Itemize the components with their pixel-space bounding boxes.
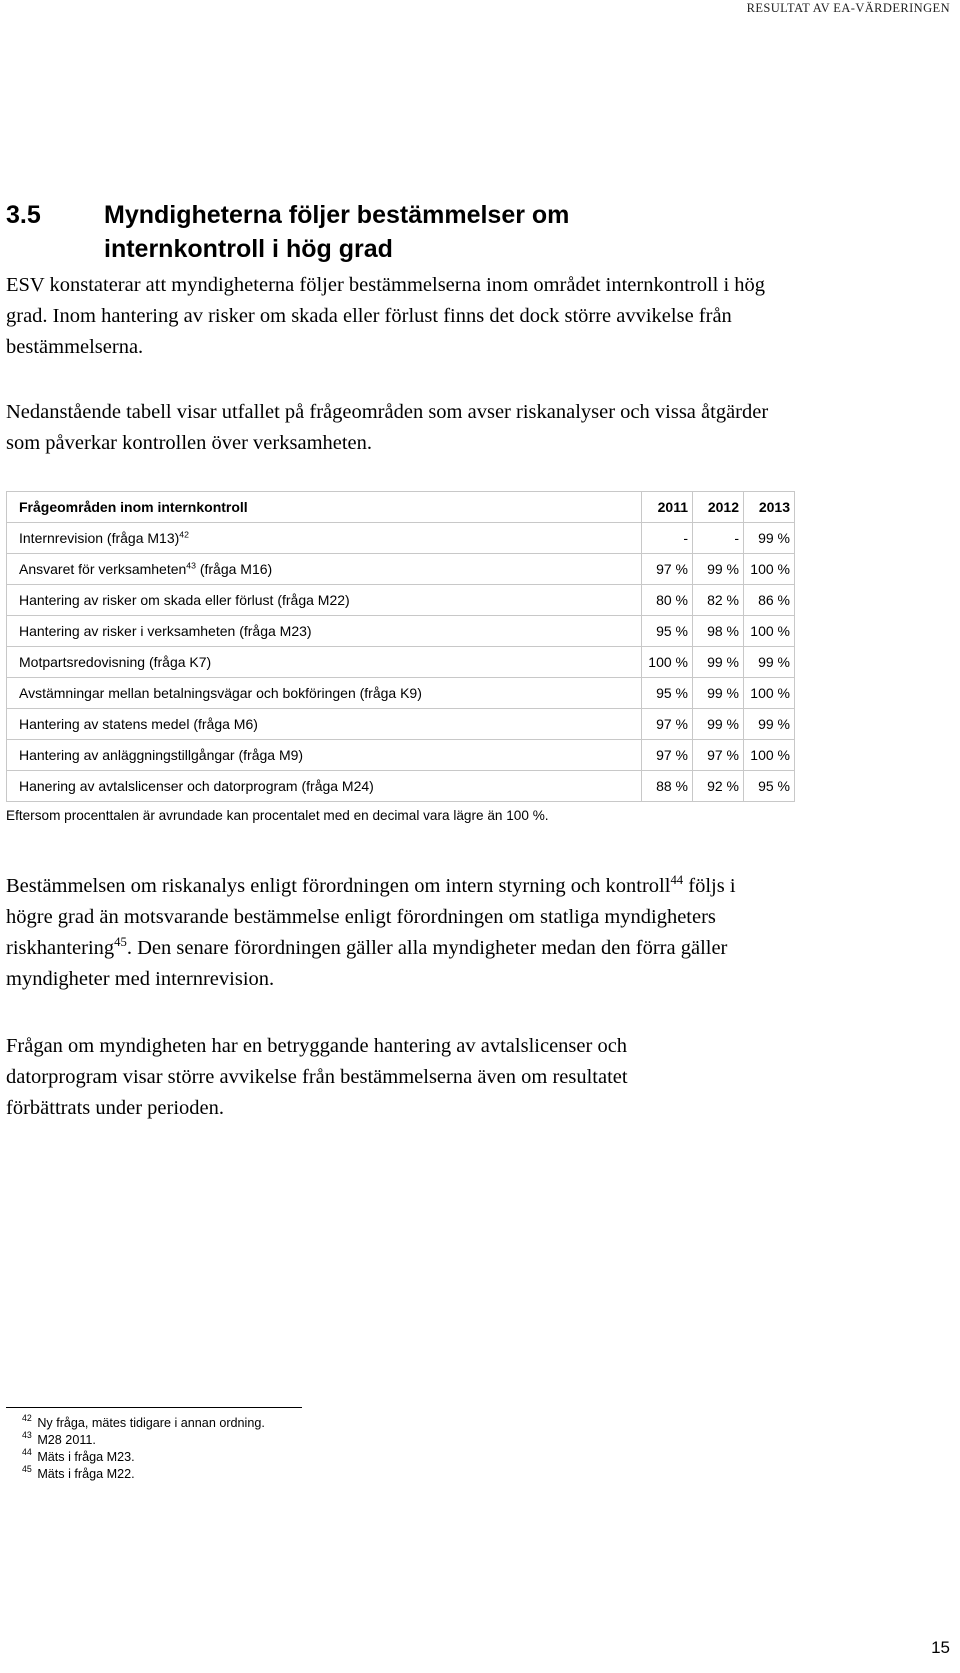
cell-2012: 82 %	[693, 585, 744, 616]
row-label: Avstämningar mellan betalningsvägar och bokföringen (fråga K9)	[7, 678, 642, 709]
risk-analysis-paragraph: Bestämmelsen om riskanalys enligt förordningen om intern styrning och kontroll$^{44}$ följs i högre grad än motsvarande bestämmelse enligt förordningen om statliga myndigheters riskhantering$^{45}$. Den senare förordningen gäller alla myndigheter medan den förra gäller myndigheter med internrevision.	[6, 872, 736, 990]
cell-2012: 98 %	[693, 616, 744, 647]
cell-2012: -	[693, 523, 744, 554]
results-table-container	[6, 491, 795, 802]
cell-2012: 97 %	[693, 740, 744, 771]
header-2013: 2013	[744, 492, 795, 523]
table-row	[7, 585, 795, 616]
cell-2013: 99 %	[744, 647, 795, 678]
row-label: Hanering av avtalslicenser och datorprogram (fråga M24)	[7, 771, 642, 802]
cell-2013: 99 %	[744, 523, 795, 554]
table-row	[7, 647, 795, 678]
cell-2012: 99 %	[693, 678, 744, 709]
cell-2012: 99 %	[693, 709, 744, 740]
cell-2013: 95 %	[744, 771, 795, 802]
table-row	[7, 740, 795, 771]
row-label: Motpartsredovisning (fråga K7)	[7, 647, 642, 678]
cell-2013: 100 %	[744, 678, 795, 709]
table-note: Eftersom procenttalen är avrundade kan procentalet med en decimal vara lägre än 100 %.	[6, 808, 549, 823]
header-2012: 2012	[693, 492, 744, 523]
table-row	[7, 554, 795, 585]
cell-2011: 100 %	[642, 647, 693, 678]
table-row	[7, 523, 795, 554]
table-row	[7, 616, 795, 647]
section-title: Myndigheterna följer bestämmelser om internkontroll i hög grad	[104, 201, 570, 263]
results-table	[6, 491, 795, 802]
cell-2011: 95 %	[642, 616, 693, 647]
cell-2011: -	[642, 523, 693, 554]
cell-2011: 88 %	[642, 771, 693, 802]
footnote: $^{42}$ Ny fråga, mätes tidigare i annan ordning.	[22, 1413, 265, 1430]
table-row	[7, 678, 795, 709]
row-label: Hantering av risker om skada eller förlust (fråga M22)	[7, 585, 642, 616]
table-header-row	[7, 492, 795, 523]
cell-2011: 97 %	[642, 554, 693, 585]
cell-2012: 99 %	[693, 554, 744, 585]
footnote-ref: 43	[186, 560, 196, 571]
cell-2013: 99 %	[744, 709, 795, 740]
footnotes	[22, 1415, 265, 1483]
cell-2011: 95 %	[642, 678, 693, 709]
footnote-ref: 45	[114, 934, 127, 949]
table-intro-paragraph: Nedanstående tabell visar utfallet på frågeområden som avser riskanalyser och vissa åtgärder som påverkar kontrollen över verksamheten.	[6, 401, 769, 454]
section-number: 3.5	[6, 201, 41, 229]
cell-2012: 99 %	[693, 647, 744, 678]
running-header: RESULTAT AV EA-VÄRDERINGEN	[746, 1, 950, 15]
row-label: Ansvaret för verksamheten$^{43}$ (fråga M16)	[7, 554, 642, 585]
cell-2011: 97 %	[642, 709, 693, 740]
cell-2013: 86 %	[744, 585, 795, 616]
table-row	[7, 709, 795, 740]
row-label: Hantering av statens medel (fråga M6)	[7, 709, 642, 740]
footnote: $^{45}$ Mäts i fråga M22.	[22, 1464, 135, 1481]
footnote-divider	[6, 1407, 302, 1408]
intro-paragraph: ESV konstaterar att myndigheterna följer bestämmelserna inom området internkontroll i hög grad. Inom hantering av risker om skada eller förlust finns det dock större avvikelse från bestämmelserna.	[6, 274, 766, 358]
footnote: $^{44}$ Mäts i fråga M23.	[22, 1447, 135, 1464]
cell-2013: 100 %	[744, 740, 795, 771]
cell-2011: 80 %	[642, 585, 693, 616]
row-label: Hantering av risker i verksamheten (fråga M23)	[7, 616, 642, 647]
footnote-ref: 44	[670, 872, 684, 887]
footnote-ref: 42	[179, 529, 189, 540]
table-row	[7, 771, 795, 802]
header-2011: 2011	[642, 492, 693, 523]
header-area: Frågeområden inom internkontroll	[7, 492, 642, 523]
cell-2012: 92 %	[693, 771, 744, 802]
cell-2013: 100 %	[744, 616, 795, 647]
section-heading	[6, 198, 766, 266]
row-label: Internrevision (fråga M13)$^{42}$	[7, 523, 642, 554]
row-label: Hantering av anläggningstillgångar (fråga M9)	[7, 740, 642, 771]
cell-2013: 100 %	[744, 554, 795, 585]
footnote: $^{43}$ M28 2011.	[22, 1430, 96, 1447]
page-number: 15	[931, 1638, 950, 1657]
licenses-paragraph: Frågan om myndigheten har en betryggande hantering av avtalslicenser och datorprogram visar större avvikelse från bestämmelserna även om resultatet förbättrats under perioden.	[6, 1035, 628, 1119]
cell-2011: 97 %	[642, 740, 693, 771]
